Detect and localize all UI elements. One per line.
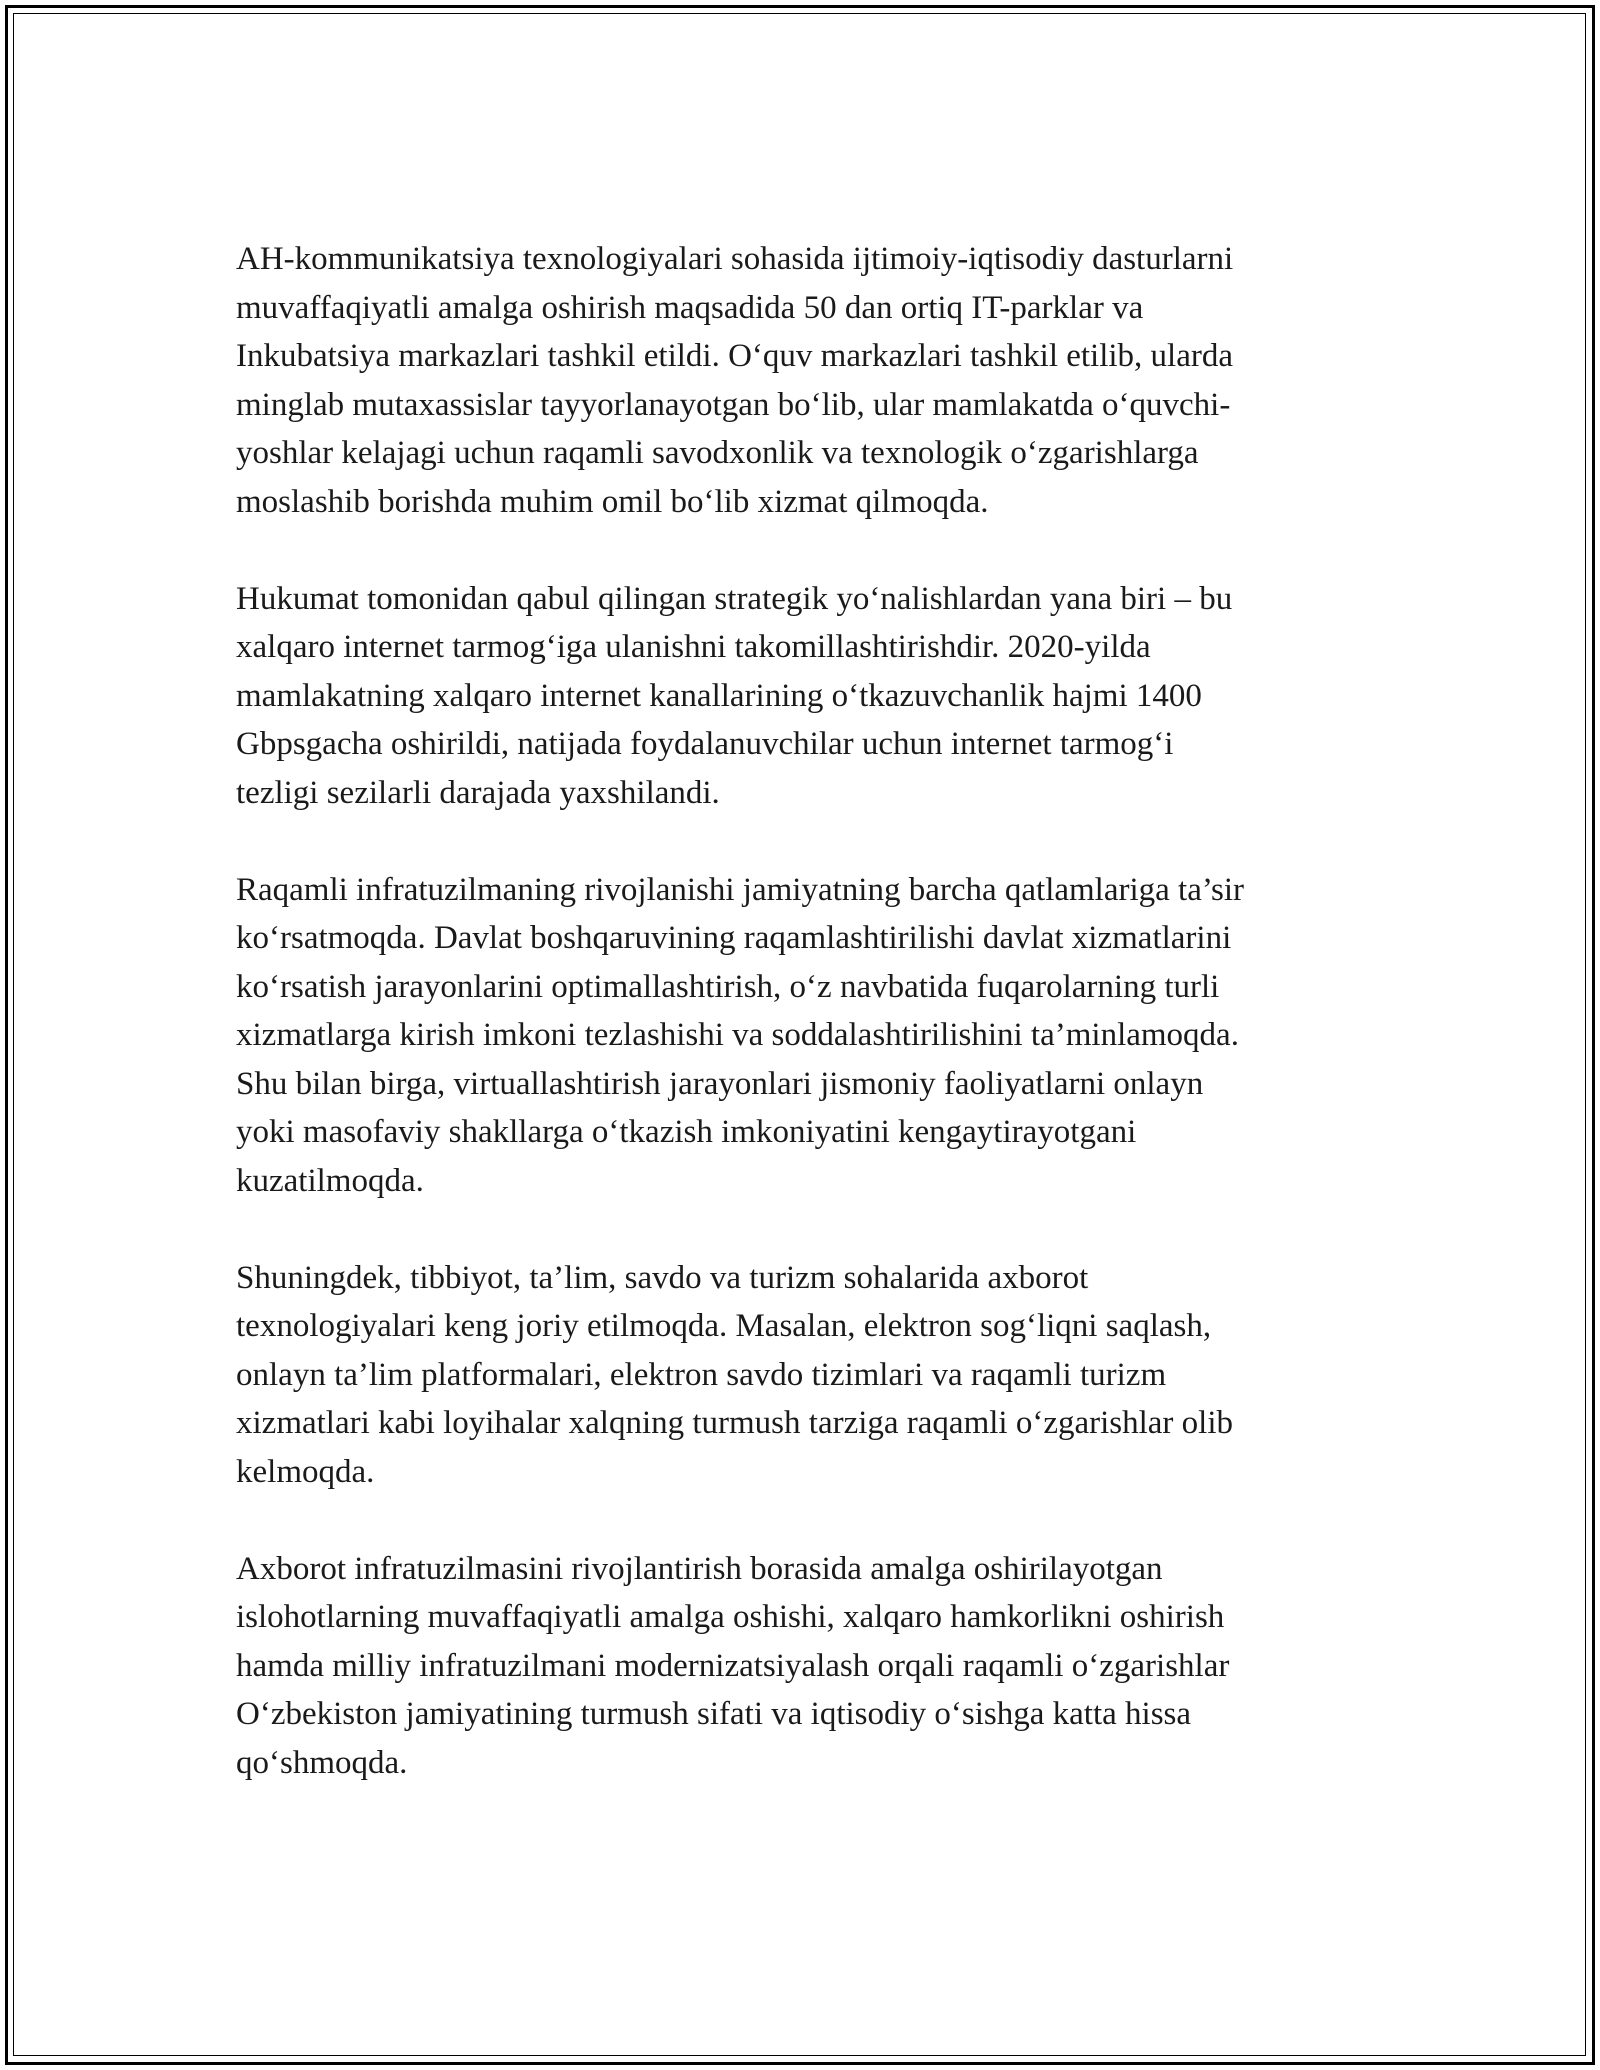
text-line: xizmatlarga kirish imkoni tezlashishi va soddalashtirilishini ta’minlamoqda. <box>236 1017 1239 1053</box>
text-line: muvaffaqiyatli amalga oshirish maqsadida 50 dan ortiq IT-parklar va <box>236 289 1144 326</box>
text-line: Raqamli infratuzilmaning rivojlanishi jamiyatning barcha qatlamlariga ta’sir <box>236 871 1245 908</box>
document-body <box>236 235 1366 1836</box>
text-line: AH-kommunikatsiya texnologiyalari sohasida ijtimoiy-iqtisodiy dasturlarni <box>236 241 1234 277</box>
text-line: islohotlarning muvaffaqiyatli amalga oshishi, xalqaro hamkorlikni oshirish <box>236 1599 1225 1635</box>
text-line: Shu bilan birga, virtuallashtirish jarayonlari jismoniy faoliyatlarni onlayn <box>236 1065 1204 1102</box>
text-line: texnologiyalari keng joriy etilmoqda. Masalan, elektron sog‘liqni saqlash, <box>236 1308 1212 1344</box>
text-line: Hukumat tomonidan qabul qilingan strategik yo‘nalishlardan yana biri – bu <box>236 580 1233 617</box>
text-line: Inkubatsiya markazlari tashkil etildi. O‘quv markazlari tashkil etilib, ularda <box>236 338 1234 374</box>
text-line: tezligi sezilarli darajada yaxshilandi. <box>236 774 720 811</box>
text-line: ko‘rsatmoqda. Davlat boshqaruvining raqamlashtirilishi davlat xizmatlarini <box>236 920 1232 956</box>
text-line: onlayn ta’lim platformalari, elektron savdo tizimlari va raqamli turizm <box>236 1356 1167 1393</box>
paragraph-sectors <box>236 1254 1366 1497</box>
text-line: qo‘shmoqda. <box>236 1744 408 1781</box>
text-line: mamlakatning xalqaro internet kanallarining o‘tkazuvchanlik hajmi 1400 <box>236 677 1202 714</box>
text-line: yoshlar kelajagi uchun raqamli savodxonlik va texnologik o‘zgarishlarga <box>236 435 1199 471</box>
paragraph-it-parks <box>236 235 1366 526</box>
text-line: Axborot infratuzilmasini rivojlantirish borasida amalga oshirilayotgan <box>236 1550 1163 1587</box>
text-line: xizmatlari kabi loyihalar xalqning turmush tarziga raqamli o‘zgarishlar olib <box>236 1405 1234 1441</box>
text-line: O‘zbekiston jamiyatining turmush sifati va iqtisodiy o‘sishga katta hissa <box>236 1696 1192 1732</box>
paragraph-internet-network <box>236 575 1366 818</box>
text-line: Gbpsgacha oshirildi, natijada foydalanuvchilar uchun internet tarmog‘i <box>236 726 1174 762</box>
text-line: ko‘rsatish jarayonlarini optimallashtirish, o‘z navbatida fuqarolarning turli <box>236 968 1220 1005</box>
text-line: Shuningdek, tibbiyot, ta’lim, savdo va turizm sohalarida axborot <box>236 1259 1089 1296</box>
text-line: yoki masofaviy shakllarga o‘tkazish imkoniyatini kengaytirayotgani <box>236 1114 1137 1150</box>
paragraph-reforms <box>236 1545 1366 1788</box>
text-line: hamda milliy infratuzilmani modernizatsiyalash orqali raqamli o‘zgarishlar <box>236 1647 1230 1684</box>
paragraph-digital-infrastructure <box>236 866 1366 1206</box>
text-line: minglab mutaxassislar tayyorlanayotgan bo‘lib, ular mamlakatda o‘quvchi- <box>236 386 1231 423</box>
text-line: kuzatilmoqda. <box>236 1162 424 1199</box>
text-line: kelmoqda. <box>236 1453 375 1490</box>
text-line: moslashib borishda muhim omil bo‘lib xizmat qilmoqda. <box>236 483 989 520</box>
text-line: xalqaro internet tarmog‘iga ulanishni takomillashtirishdir. 2020-yilda <box>236 629 1151 665</box>
